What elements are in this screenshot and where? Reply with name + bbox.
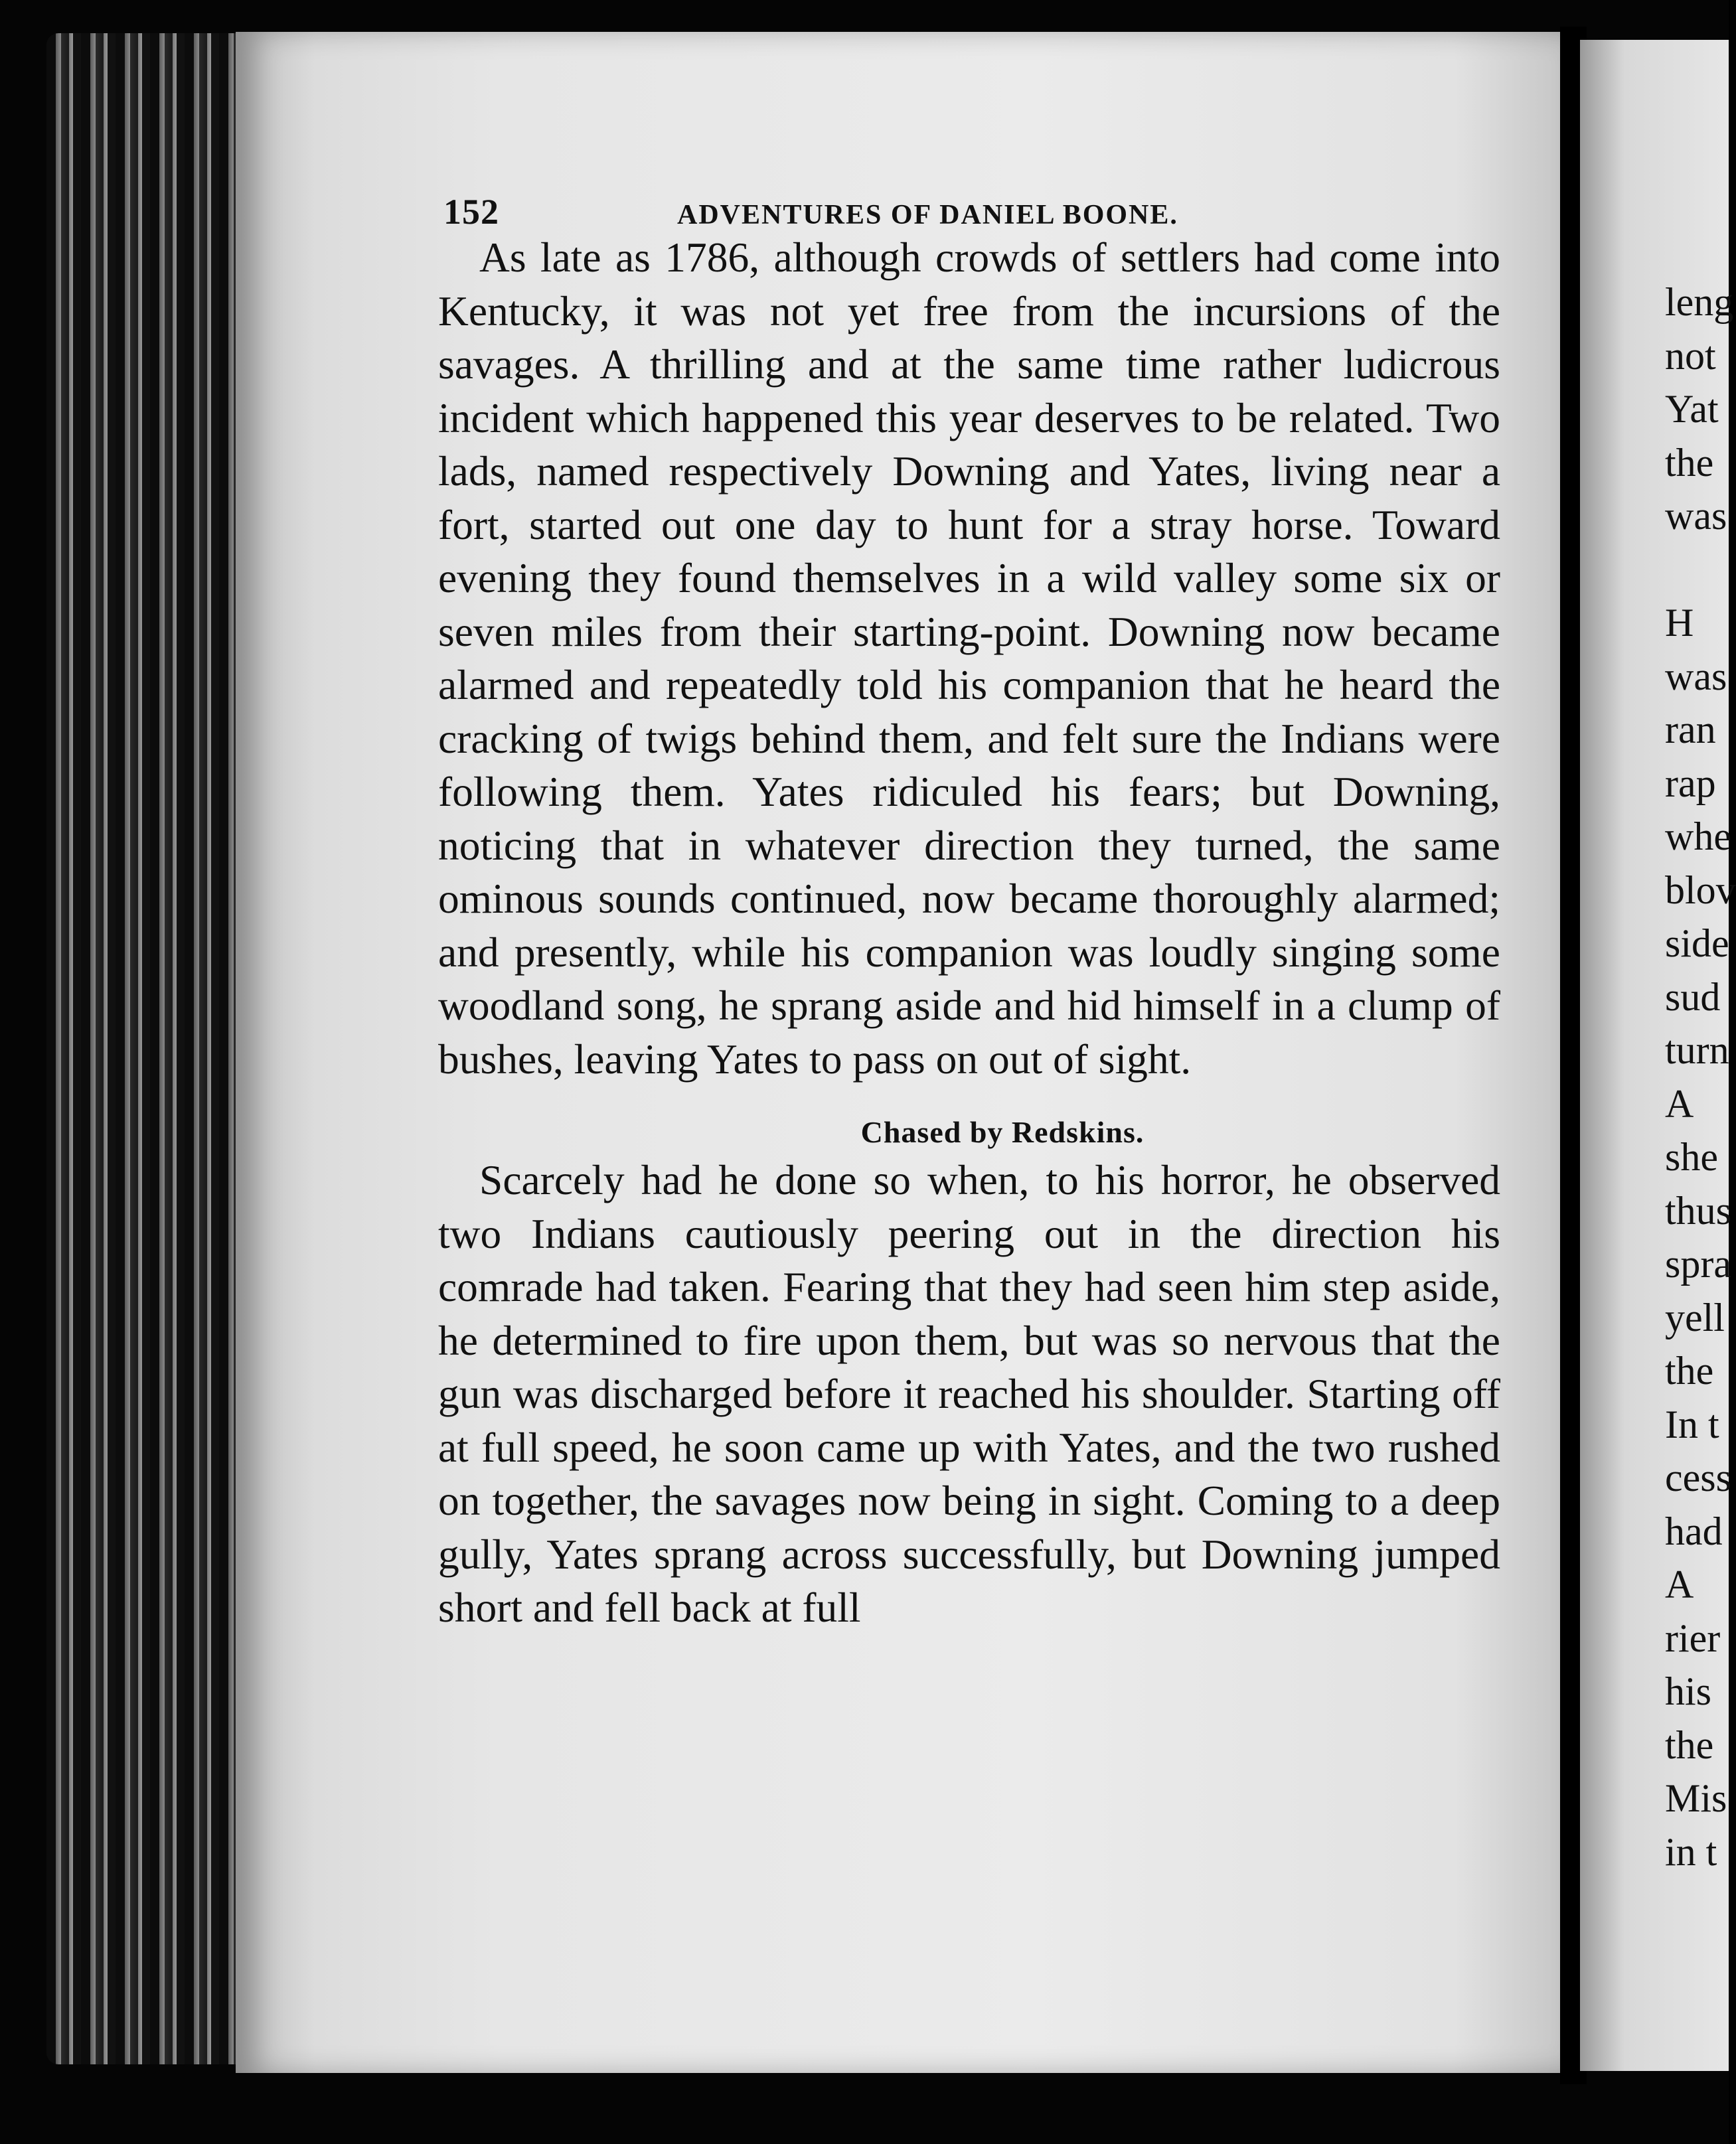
fragment-line: was [1665, 654, 1727, 698]
fragment-line: turn [1665, 1028, 1729, 1072]
fragment-line: side [1665, 921, 1729, 965]
next-page-text-fragments [1665, 275, 1736, 1878]
fragment-line [1665, 543, 1736, 597]
paragraph-1: As late as 1786, although crowds of settlers had come into Kentucky, it was not yet free from the incursions of the savages. A thrilling and at the same time rather ludicrous incident which happened this year deserves to be related. Two lads, named respectively Downing and Yates, living near a fort, started out one day to hunt for a stray horse. Toward evening they found themselves in a wild valley some six or seven miles from their starting-point. Downing now became alarmed and repeatedly told his companion that he heard the cracking of twigs behind them, and felt sure the Indians were following them. Yates ridiculed his fears; but Downing, noticing that in whatever direction they turned, the same ominous sounds continued, now became thoroughly alarmed; and presently, while his companion was loudly singing some woodland song, he sprang aside and hid himself in a clump of bushes, leaving Yates to pass on out of sight. [438, 234, 1500, 1083]
page-content [438, 158, 1500, 1635]
fragment-line: the [1665, 1723, 1714, 1767]
fragment-line: ran [1665, 708, 1716, 751]
fragment-line: A [1665, 1563, 1694, 1606]
section-heading: Chased by Redskins. [860, 1115, 1144, 1149]
fragment-line: she [1665, 1135, 1718, 1179]
fragment-line: his [1665, 1669, 1712, 1713]
running-title: ADVENTURES OF DANIEL BOONE. [677, 200, 1178, 230]
fragment-line: yell [1665, 1295, 1725, 1340]
book-page-right-partial [1580, 40, 1736, 2071]
fragment-line: whe [1665, 814, 1731, 858]
stacked-page-edges [46, 33, 239, 2064]
fragment-line: the [1665, 440, 1714, 485]
fragment-line: H [1665, 601, 1694, 645]
fragment-line: had [1665, 1509, 1723, 1553]
fragment-line: spra [1665, 1242, 1731, 1286]
page-number: 152 [443, 192, 499, 232]
fragment-line: not [1665, 333, 1716, 378]
book-page-left [236, 32, 1560, 2073]
running-head [438, 158, 1500, 231]
fragment-line: the [1665, 1349, 1714, 1393]
paragraph-2: Scarcely had he done so when, to his horror, he observed two Indians cautiously peering out in the direction his comrade had taken. Fearing that they had seen him step aside, he determined to fire upon them, but was so nervous that the gun was discharged before it reached his shoulder. Starting off at full speed, he soon came up with Yates, and the two rushed on together, the savages now being in sight. Coming to a deep gully, Yates sprang across successfully, but Downing jumped short and fell back at full [438, 1156, 1500, 1631]
fragment-line: in t [1665, 1829, 1717, 1874]
fragment-line: In t [1665, 1402, 1719, 1446]
fragment-line: A [1665, 1081, 1694, 1126]
fragment-line: thus [1665, 1188, 1732, 1233]
fragment-line: blov [1665, 868, 1736, 912]
fragment-line: rap [1665, 761, 1716, 805]
fragment-line: rier [1665, 1616, 1721, 1660]
fragment-line: sud [1665, 974, 1721, 1019]
fragment-line: Yat [1665, 387, 1719, 431]
fragment-line: cess [1665, 1456, 1731, 1499]
fragment-line: leng [1665, 280, 1734, 324]
fragment-line: Mis [1665, 1776, 1727, 1820]
fragment-line: was [1665, 494, 1727, 538]
